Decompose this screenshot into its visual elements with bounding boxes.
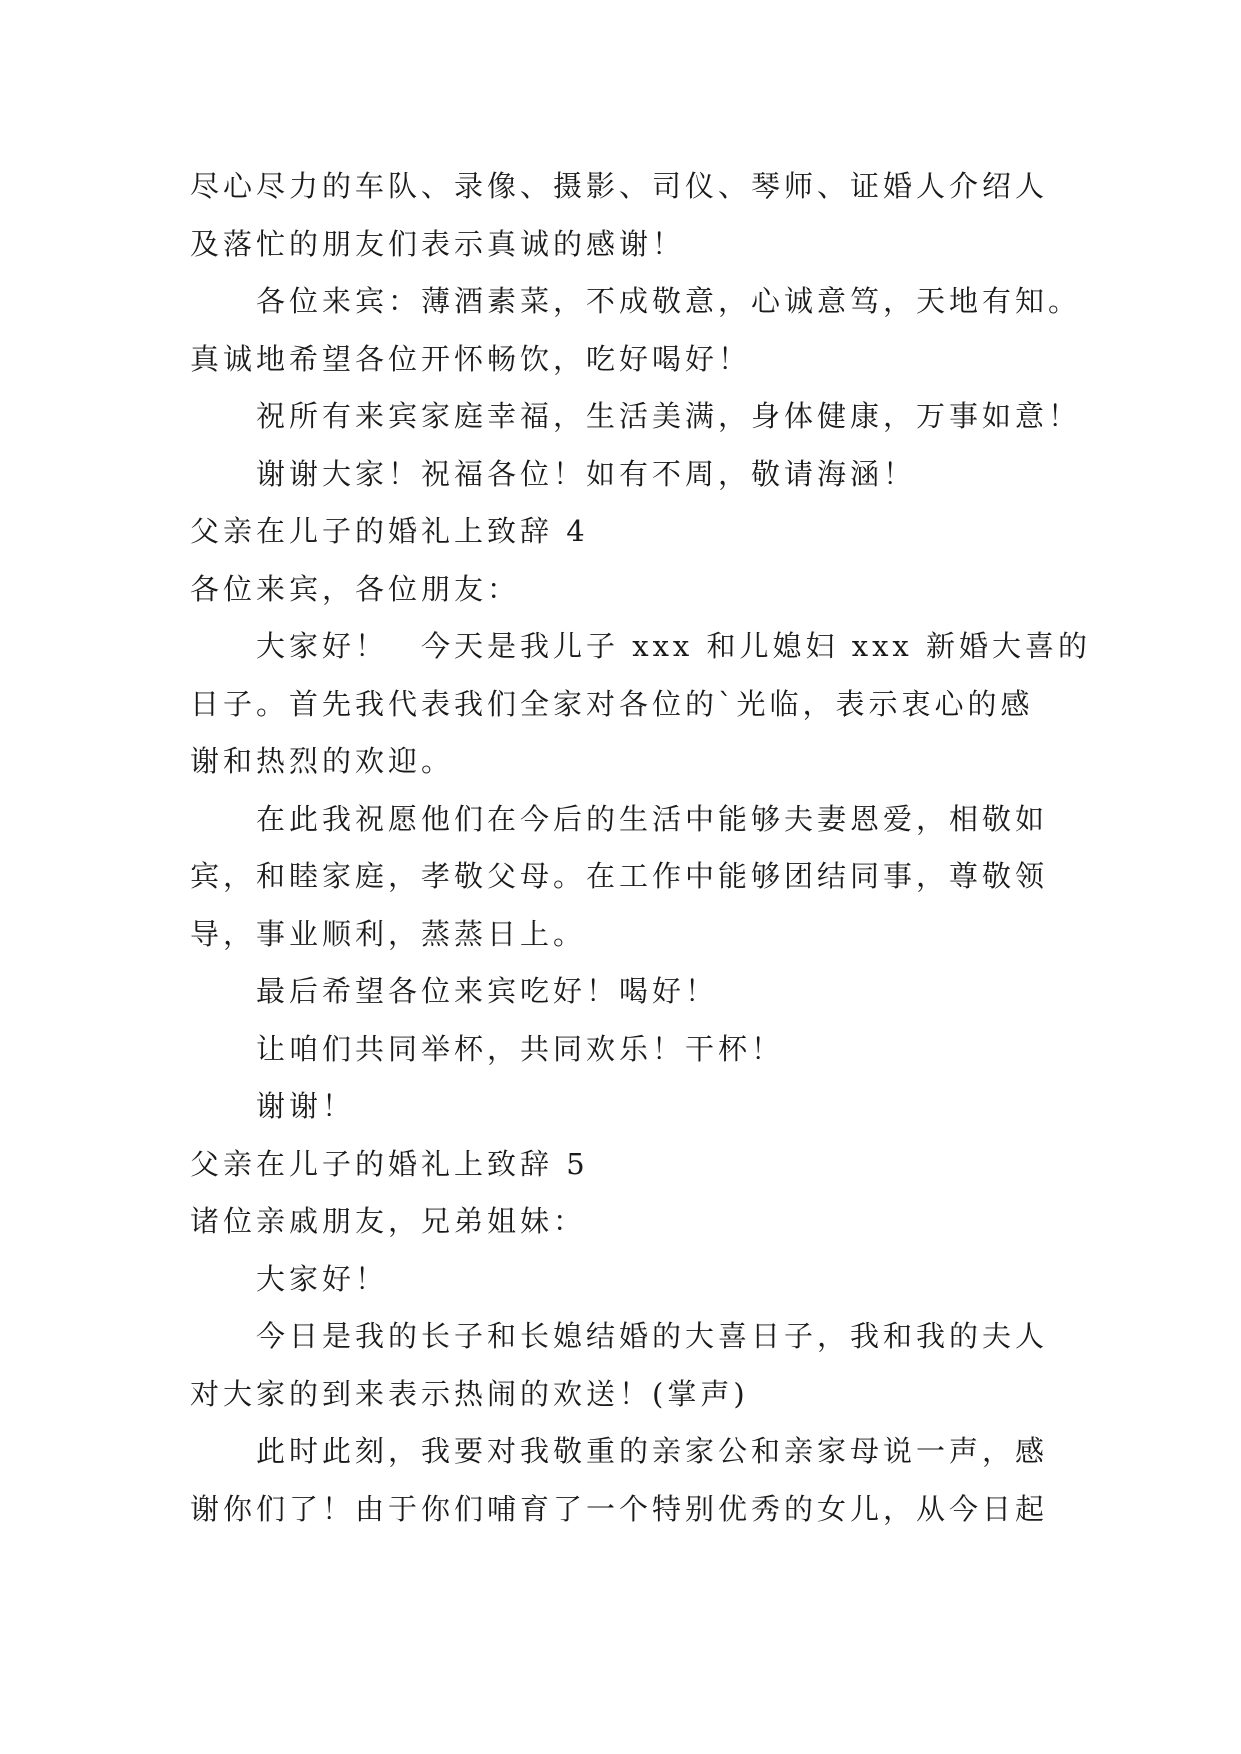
paragraph-start-line: 各位来宾：薄酒素菜，不成敬意，心诚意笃，天地有知。 (256, 284, 1082, 318)
body-text-line: 真诚地希望各位开怀畅饮，吃好喝好！ (190, 342, 752, 376)
body-text-line: 导，事业顺利，蒸蒸日上。 (190, 917, 587, 951)
body-text-line: 尽心尽力的车队、录像、摄影、司仪、琴师、证婚人介绍人 (190, 169, 1049, 203)
body-text-line: 及落忙的朋友们表示真诚的感谢！ (190, 227, 686, 261)
paragraph-start-line: 谢谢！ (256, 1089, 356, 1123)
paragraph-start-line: 大家好！ (256, 1262, 389, 1296)
paragraph-start-line: 今日是我的长子和长媳结婚的大喜日子，我和我的夫人 (256, 1319, 1049, 1353)
paragraph-start-line: 最后希望各位来宾吃好！喝好！ (256, 974, 719, 1008)
body-text-line: 谢你们了！由于你们哺育了一个特别优秀的女儿，从今日起 (190, 1492, 1049, 1526)
body-text-line: 谢和热烈的欢迎。 (190, 744, 455, 778)
paragraph-start-line: 此时此刻，我要对我敬重的亲家公和亲家母说一声，感 (256, 1434, 1049, 1468)
paragraph-start-line: 在此我祝愿他们在今后的生活中能够夫妻恩爱，相敬如 (256, 802, 1049, 836)
paragraph-start-line: 让咱们共同举杯，共同欢乐！干杯！ (256, 1032, 785, 1066)
salutation-line: 各位来宾，各位朋友： (190, 572, 521, 606)
section-heading: 父亲在儿子的婚礼上致辞 5 (190, 1147, 589, 1181)
paragraph-start-line: 大家好！ 今天是我儿子 xxx 和儿媳妇 xxx 新婚大喜的 (256, 629, 1092, 663)
body-text-line: 宾，和睦家庭，孝敬父母。在工作中能够团结同事，尊敬领 (190, 859, 1049, 893)
paragraph-start-line: 祝所有来宾家庭幸福，生活美满，身体健康，万事如意！ (256, 399, 1082, 433)
section-heading: 父亲在儿子的婚礼上致辞 4 (190, 514, 589, 548)
paragraph-start-line: 谢谢大家！祝福各位！如有不周，敬请海涵！ (256, 457, 917, 491)
body-text-line: 日子。首先我代表我们全家对各位的`光临，表示衷心的感 (190, 687, 1034, 721)
salutation-line: 诸位亲戚朋友，兄弟姐妹： (190, 1204, 587, 1238)
body-text-line: 对大家的到来表示热闹的欢送！(掌声) (190, 1377, 749, 1411)
